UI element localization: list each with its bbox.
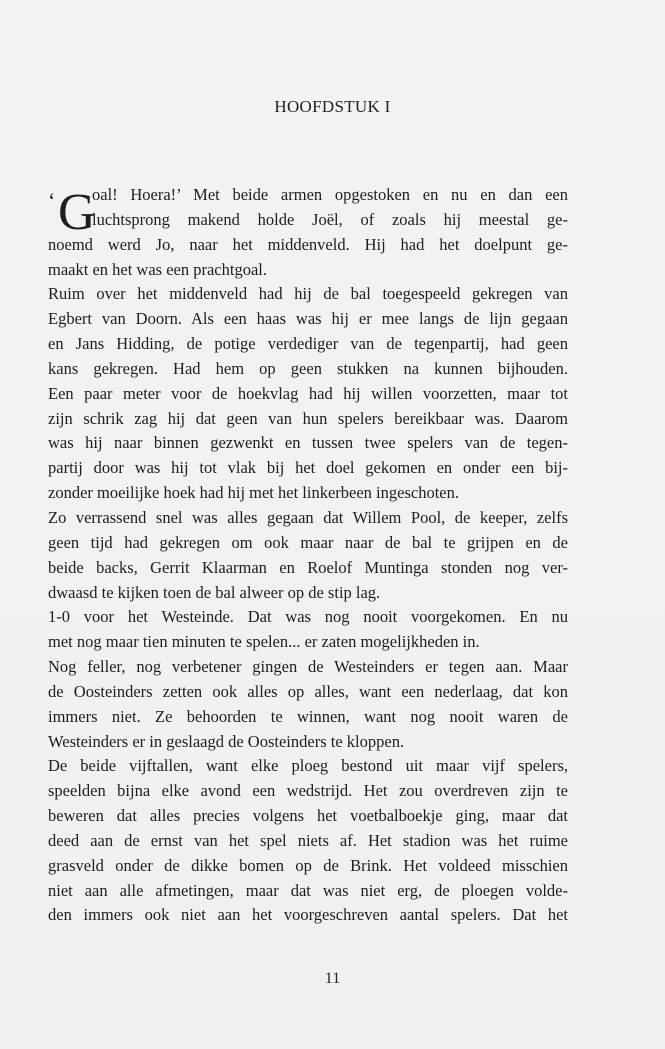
text-line: speelden bijna elke avond een wedstrijd. Het zou overdreven zijn te (48, 781, 568, 801)
text-line: beide backs, Gerrit Klaarman en Roelof Muntinga stonden nog ver- (48, 557, 568, 577)
text-line: grasveld onder de dikke bomen op de Brink. Het voldeed misschien (48, 855, 568, 875)
text-line: en Jans Hidding, de potige verdediger van de tegenpartij, had geen (48, 334, 568, 354)
text-line: Egbert van Doorn. Als een haas was hij er mee langs de lijn gegaan (48, 309, 568, 329)
text-line: De beide vijftallen, want elke ploeg bestond uit maar vijf spelers, (48, 756, 568, 776)
body-text (48, 183, 568, 928)
text-line: zijn schrik zag hij dat geen van hun spelers bereikbaar was. Daarom (48, 408, 568, 428)
text-line: oal! Hoera!’ Met beide armen opgestoken en nu en dan een (92, 185, 568, 204)
text-line: den immers ook niet aan het voorgeschreven aantal spelers. Dat het (48, 905, 568, 925)
text-line: met nog maar tien minuten te spelen... er zaten mogelijkheden in. (48, 632, 480, 652)
text-line: kans gekregen. Had hem op geen stukken na kunnen bijhouden. (48, 358, 568, 378)
text-line: 1-0 voor het Westeinde. Dat was nog nooit voorgekomen. En nu (48, 607, 568, 627)
text-line: zonder moeilijke hoek had hij met het linkerbeen ingeschoten. (48, 483, 459, 503)
text-line: Zo verrassend snel was alles gegaan dat Willem Pool, de keeper, zelfs (48, 507, 568, 527)
text-line: niet aan alle afmetingen, maar dat was niet erg, de ploegen volde- (48, 880, 568, 900)
page-number: 11 (324, 970, 341, 987)
text-line: maakt en het was een prachtgoal. (48, 259, 267, 279)
text-line: deed aan de ernst van het spel niets af. Het stadion was het ruime (48, 830, 568, 850)
drop-cap-letter: G (58, 184, 96, 241)
text-line: Een paar meter voor de hoekvlag had hij willen voorzetten, maar tot (48, 383, 568, 403)
text-line: partij door was hij tot vlak bij het doel gekomen en onder een bij- (48, 458, 568, 478)
text-line: luchtsprong makend holde Joël, of zoals hij meestal ge- (92, 209, 568, 229)
opening-quote-mark: ‘ (48, 188, 56, 213)
text-line: Westeinders er in geslaagd de Oosteinders te kloppen. (48, 731, 405, 751)
text-line: geen tijd had gekregen om ook maar naar de bal te grijpen en de (48, 532, 568, 552)
text-line: immers niet. Ze behoorden te winnen, want nog nooit waren de (48, 706, 568, 726)
chapter-title: HOOFDSTUK I (274, 97, 391, 116)
text-line: Ruim over het middenveld had hij de bal toegespeeld gekregen van (48, 284, 568, 304)
text-line: noemd werd Jo, naar het middenveld. Hij had het doelpunt ge- (48, 234, 568, 254)
text-line: de Oosteinders zetten ook alles op alles, want een nederlaag, dat kon (48, 681, 568, 701)
text-line: Nog feller, nog verbetener gingen de Westeinders er tegen aan. Maar (48, 657, 568, 677)
text-line: dwaasd te kijken toen de bal alweer op de stip lag. (48, 582, 381, 602)
text-line: beweren dat alles precies volgens het voetbalboekje ging, maar dat (48, 806, 568, 826)
text-line: was hij naar binnen gezwenkt en tussen twee spelers van de tegen- (48, 433, 568, 453)
